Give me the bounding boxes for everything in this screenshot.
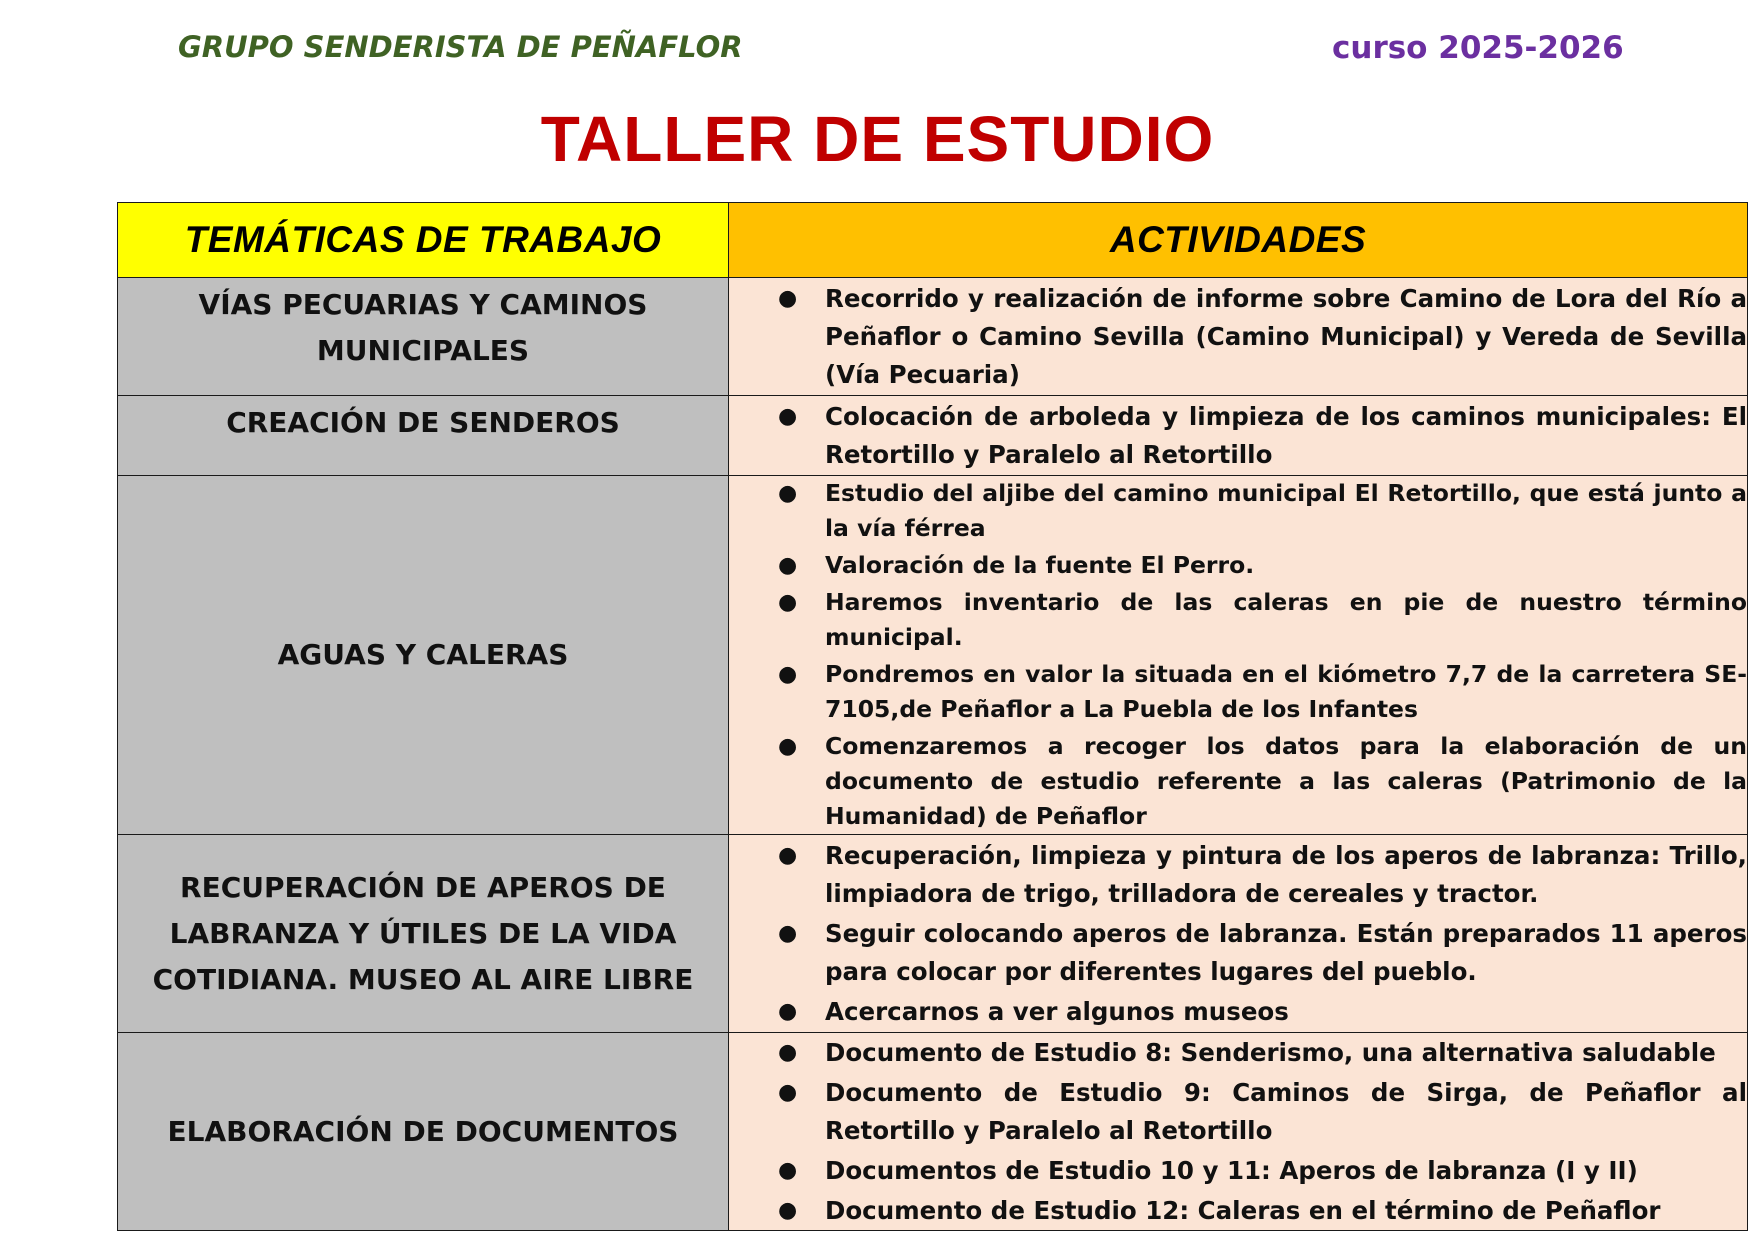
bullet-icon: ● <box>778 662 798 687</box>
bullet-icon: ● <box>778 481 798 506</box>
activity-list <box>729 280 1747 394</box>
table-row <box>118 278 1748 396</box>
bullet-icon: ● <box>778 998 798 1024</box>
bullet-icon: ● <box>778 590 798 615</box>
activity-item: ● Acercarnos a ver algunos museos <box>729 993 1747 1031</box>
bullet-icon: ● <box>778 920 798 946</box>
bullet-icon: ● <box>778 285 798 311</box>
activity-item: ● Estudio del aljibe del camino municipal El Retortillo, que está junto a la vía férrea <box>729 476 1747 546</box>
activity-item: ● Seguir colocando aperos de labranza. Están preparados 11 aperos para colocar por diferentes lugares del pueblo. <box>729 915 1747 991</box>
activity-item: ● Comenzaremos a recoger los datos para la elaboración de un documento de estudio referente a las caleras (Patrimonio de la Humanidad) de Peñaflor <box>729 729 1747 834</box>
actividades-cell <box>729 396 1748 476</box>
activity-item: ● Documento de Estudio 8: Senderismo, una alternativa saludable <box>729 1034 1747 1072</box>
group-name: GRUPO SENDERISTA DE PEÑAFLOR <box>178 30 743 64</box>
activity-item: ● Documento de Estudio 9: Caminos de Sirga, de Peñaflor al Retortillo y Paralelo al Retortillo <box>729 1074 1747 1150</box>
tema-cell: RECUPERACIÓN DE APEROS DE LABRANZA Y ÚTILES DE LA VIDA COTIDIANA. MUSEO AL AIRE LIBRE <box>118 835 729 1033</box>
bullet-icon: ● <box>778 1157 798 1183</box>
workshop-table <box>117 202 1748 1231</box>
activity-list <box>729 1034 1747 1230</box>
bullet-icon: ● <box>778 734 798 759</box>
table-row <box>118 1033 1748 1231</box>
bullet-icon: ● <box>778 553 798 578</box>
bullet-icon: ● <box>778 1039 798 1065</box>
activity-list <box>729 476 1747 834</box>
tema-cell: VÍAS PECUARIAS Y CAMINOS MUNICIPALES <box>118 278 729 396</box>
activity-item: ● Recuperación, limpieza y pintura de los aperos de labranza: Trillo, limpiadora de trigo, trilladora de cereales y tractor. <box>729 837 1747 913</box>
actividades-cell <box>729 476 1748 835</box>
course-year: curso 2025-2026 <box>1332 30 1624 66</box>
column-header-actividades: ACTIVIDADES <box>729 203 1748 278</box>
activity-item: ● Pondremos en valor la situada en el kiómetro 7,7 de la carretera SE-7105,de Peñaflor a La Puebla de los Infantes <box>729 657 1747 727</box>
table-row <box>118 476 1748 835</box>
actividades-cell <box>729 278 1748 396</box>
bullet-icon: ● <box>778 842 798 868</box>
actividades-cell <box>729 835 1748 1033</box>
table-row <box>118 835 1748 1033</box>
bullet-icon: ● <box>778 403 798 429</box>
table-row <box>118 396 1748 476</box>
column-header-tematicas: TEMÁTICAS DE TRABAJO <box>118 203 729 278</box>
actividades-cell <box>729 1033 1748 1231</box>
activity-list <box>729 837 1747 1031</box>
activity-item: ● Documento de Estudio 12: Caleras en el término de Peñaflor <box>729 1192 1747 1230</box>
tema-cell: AGUAS Y CALERAS <box>118 476 729 835</box>
activity-item: ● Valoración de la fuente El Perro. <box>729 548 1747 583</box>
bullet-icon: ● <box>778 1079 798 1105</box>
table-header-row <box>118 203 1748 278</box>
activity-list <box>729 398 1747 474</box>
activity-item: ● Documentos de Estudio 10 y 11: Aperos de labranza (I y II) <box>729 1152 1747 1190</box>
activity-item: ● Haremos inventario de las caleras en pie de nuestro término municipal. <box>729 585 1747 655</box>
tema-cell: CREACIÓN DE SENDEROS <box>118 396 729 476</box>
page-title: TALLER DE ESTUDIO <box>540 103 1215 175</box>
activity-item: ● Recorrido y realización de informe sobre Camino de Lora del Río a Peñaflor o Camino Sevilla (Camino Municipal) y Vereda de Sevilla (Vía Pecuaria) <box>729 280 1747 394</box>
tema-cell: ELABORACIÓN DE DOCUMENTOS <box>118 1033 729 1231</box>
bullet-icon: ● <box>778 1197 798 1223</box>
activity-item: ● Colocación de arboleda y limpieza de los caminos municipales: El Retortillo y Paralelo al Retortillo <box>729 398 1747 474</box>
